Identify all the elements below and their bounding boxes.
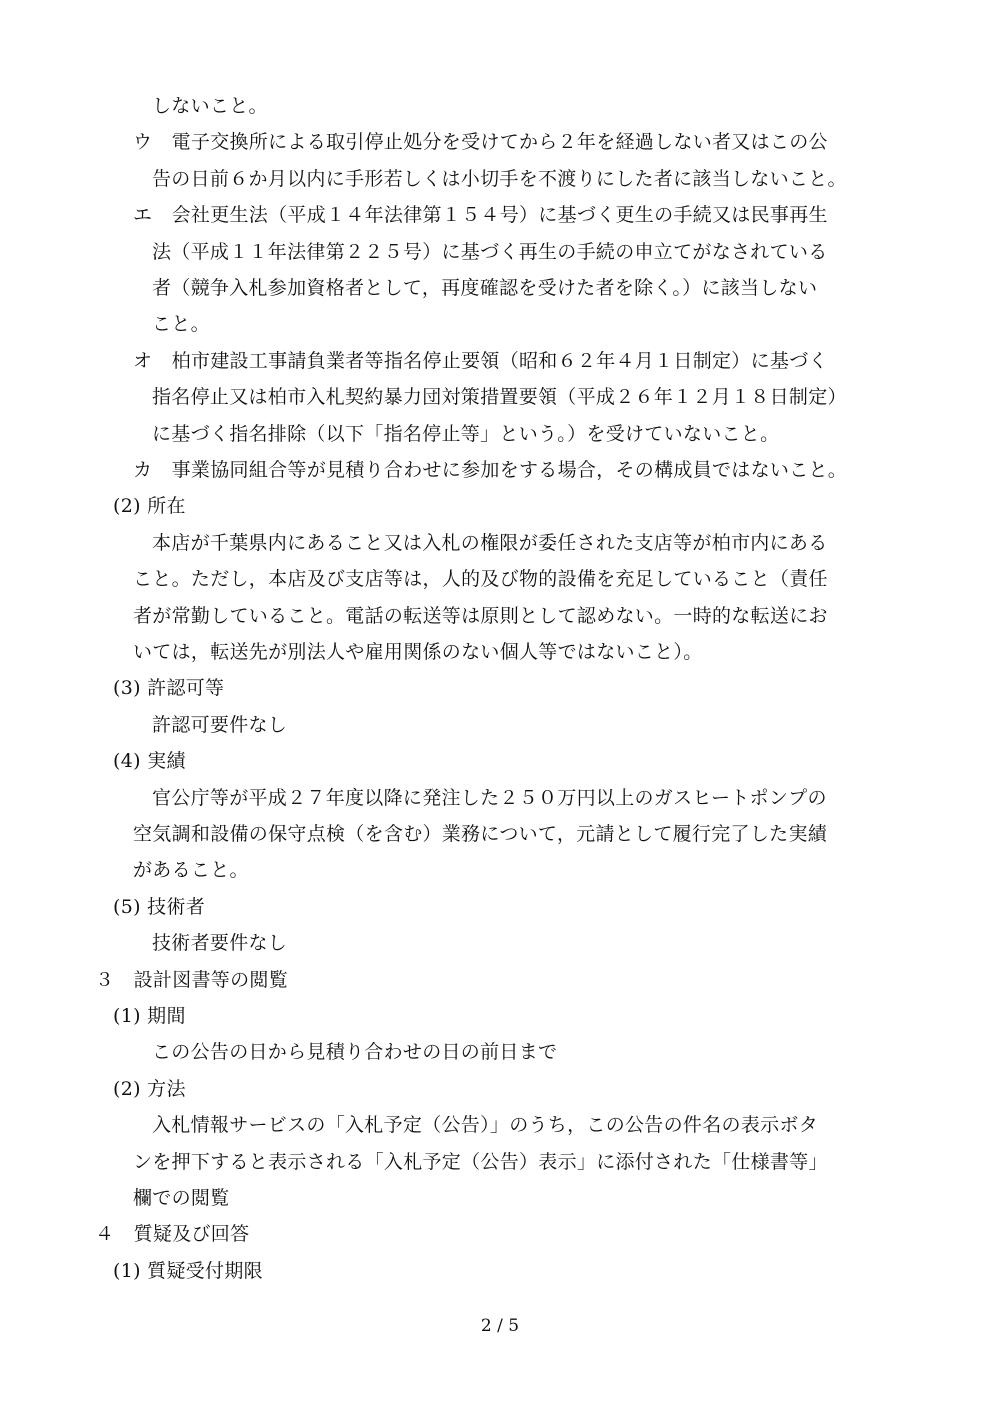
text-line: 入札情報サービスの「入札予定（公告）」のうち，この公告の件名の表示ボタ [152,1114,819,1137]
text-line: ウ 電子交換所による取引停止処分を受けてから２年を経過しない者又はこの公 [133,131,828,154]
text-line: この公告の日から見積り合わせの日の前日まで [152,1041,558,1064]
text-line: エ 会社更生法（平成１４年法律第１５４号）に基づく更生の手続又は民事再生 [133,204,828,227]
text-line: 者が常勤していること。電話の転送等は原則として認めない。一時的な転送にお [133,604,828,627]
text-line: 告の日前６か月以内に手形若しくは小切手を不渡りにした者に該当しないこと。 [152,167,847,190]
text-line: (1) 期間 [113,1005,186,1027]
text-line: (2) 所在 [113,495,186,518]
text-line: カ 事業協同組合等が見積り合わせに参加をする場合，その構成員ではないこと。 [133,459,848,481]
text-line: 法（平成１１年法律第２２５号）に基づく再生の手続の申立てがなされている [152,240,828,263]
text-line: 者（競争入札参加資格者として，再度確認を受けた者を除く。）に該当しない [152,277,818,299]
text-line: 欄での閲覧 [133,1187,230,1209]
text-line: (1) 質疑受付期限 [113,1259,263,1282]
text-line: (5) 技術者 [113,895,206,918]
text-line: オ 柏市建設工事請負業者等指名停止要領（昭和６２年４月１日制定）に基づく [133,349,828,372]
text-line: (4) 実績 [113,750,186,773]
text-line: 技術者要件なし [152,932,288,955]
text-line: (3) 許認可等 [113,677,225,700]
text-line: ンを押下すると表示される「入札予定（公告）表示」に添付された「仕様書等」 [133,1150,828,1173]
text-line: (2) 方法 [113,1077,186,1100]
text-line: があること。 [133,859,249,882]
text-line: 指名停止又は柏市入札契約暴力団対策措置要領（平成２６年１２月１８日制定） [152,386,847,409]
text-line: いては，転送先が別法人や雇用関係のない個人等ではないこと）。 [133,641,703,663]
text-line: に基づく指名排除（以下「指名停止等」という。）を受けていないこと。 [152,422,780,445]
text-line: しないこと。 [152,95,268,117]
text-line: こと。 [152,313,210,336]
text-line: 本店が千葉県内にあること又は入札の権限が委任された支店等が柏市内にある [152,531,828,554]
text-line: 許認可要件なし [152,713,288,736]
text-line: 官公庁等が平成２７年度以降に発注した２５０万円以上のガスヒートポンプの [152,786,827,809]
text-line: 空気調和設備の保守点検（を含む）業務について，元請として履行完了した実績 [133,823,828,845]
text-line: ４ 質疑及び回答 [95,1223,250,1246]
text-line: こと。ただし，本店及び支店等は，人的及び物的設備を充足していること（責任 [133,568,828,591]
text-line: ３ 設計図書等の閲覧 [95,968,289,991]
page-number: 2 / 5 [480,1316,520,1336]
